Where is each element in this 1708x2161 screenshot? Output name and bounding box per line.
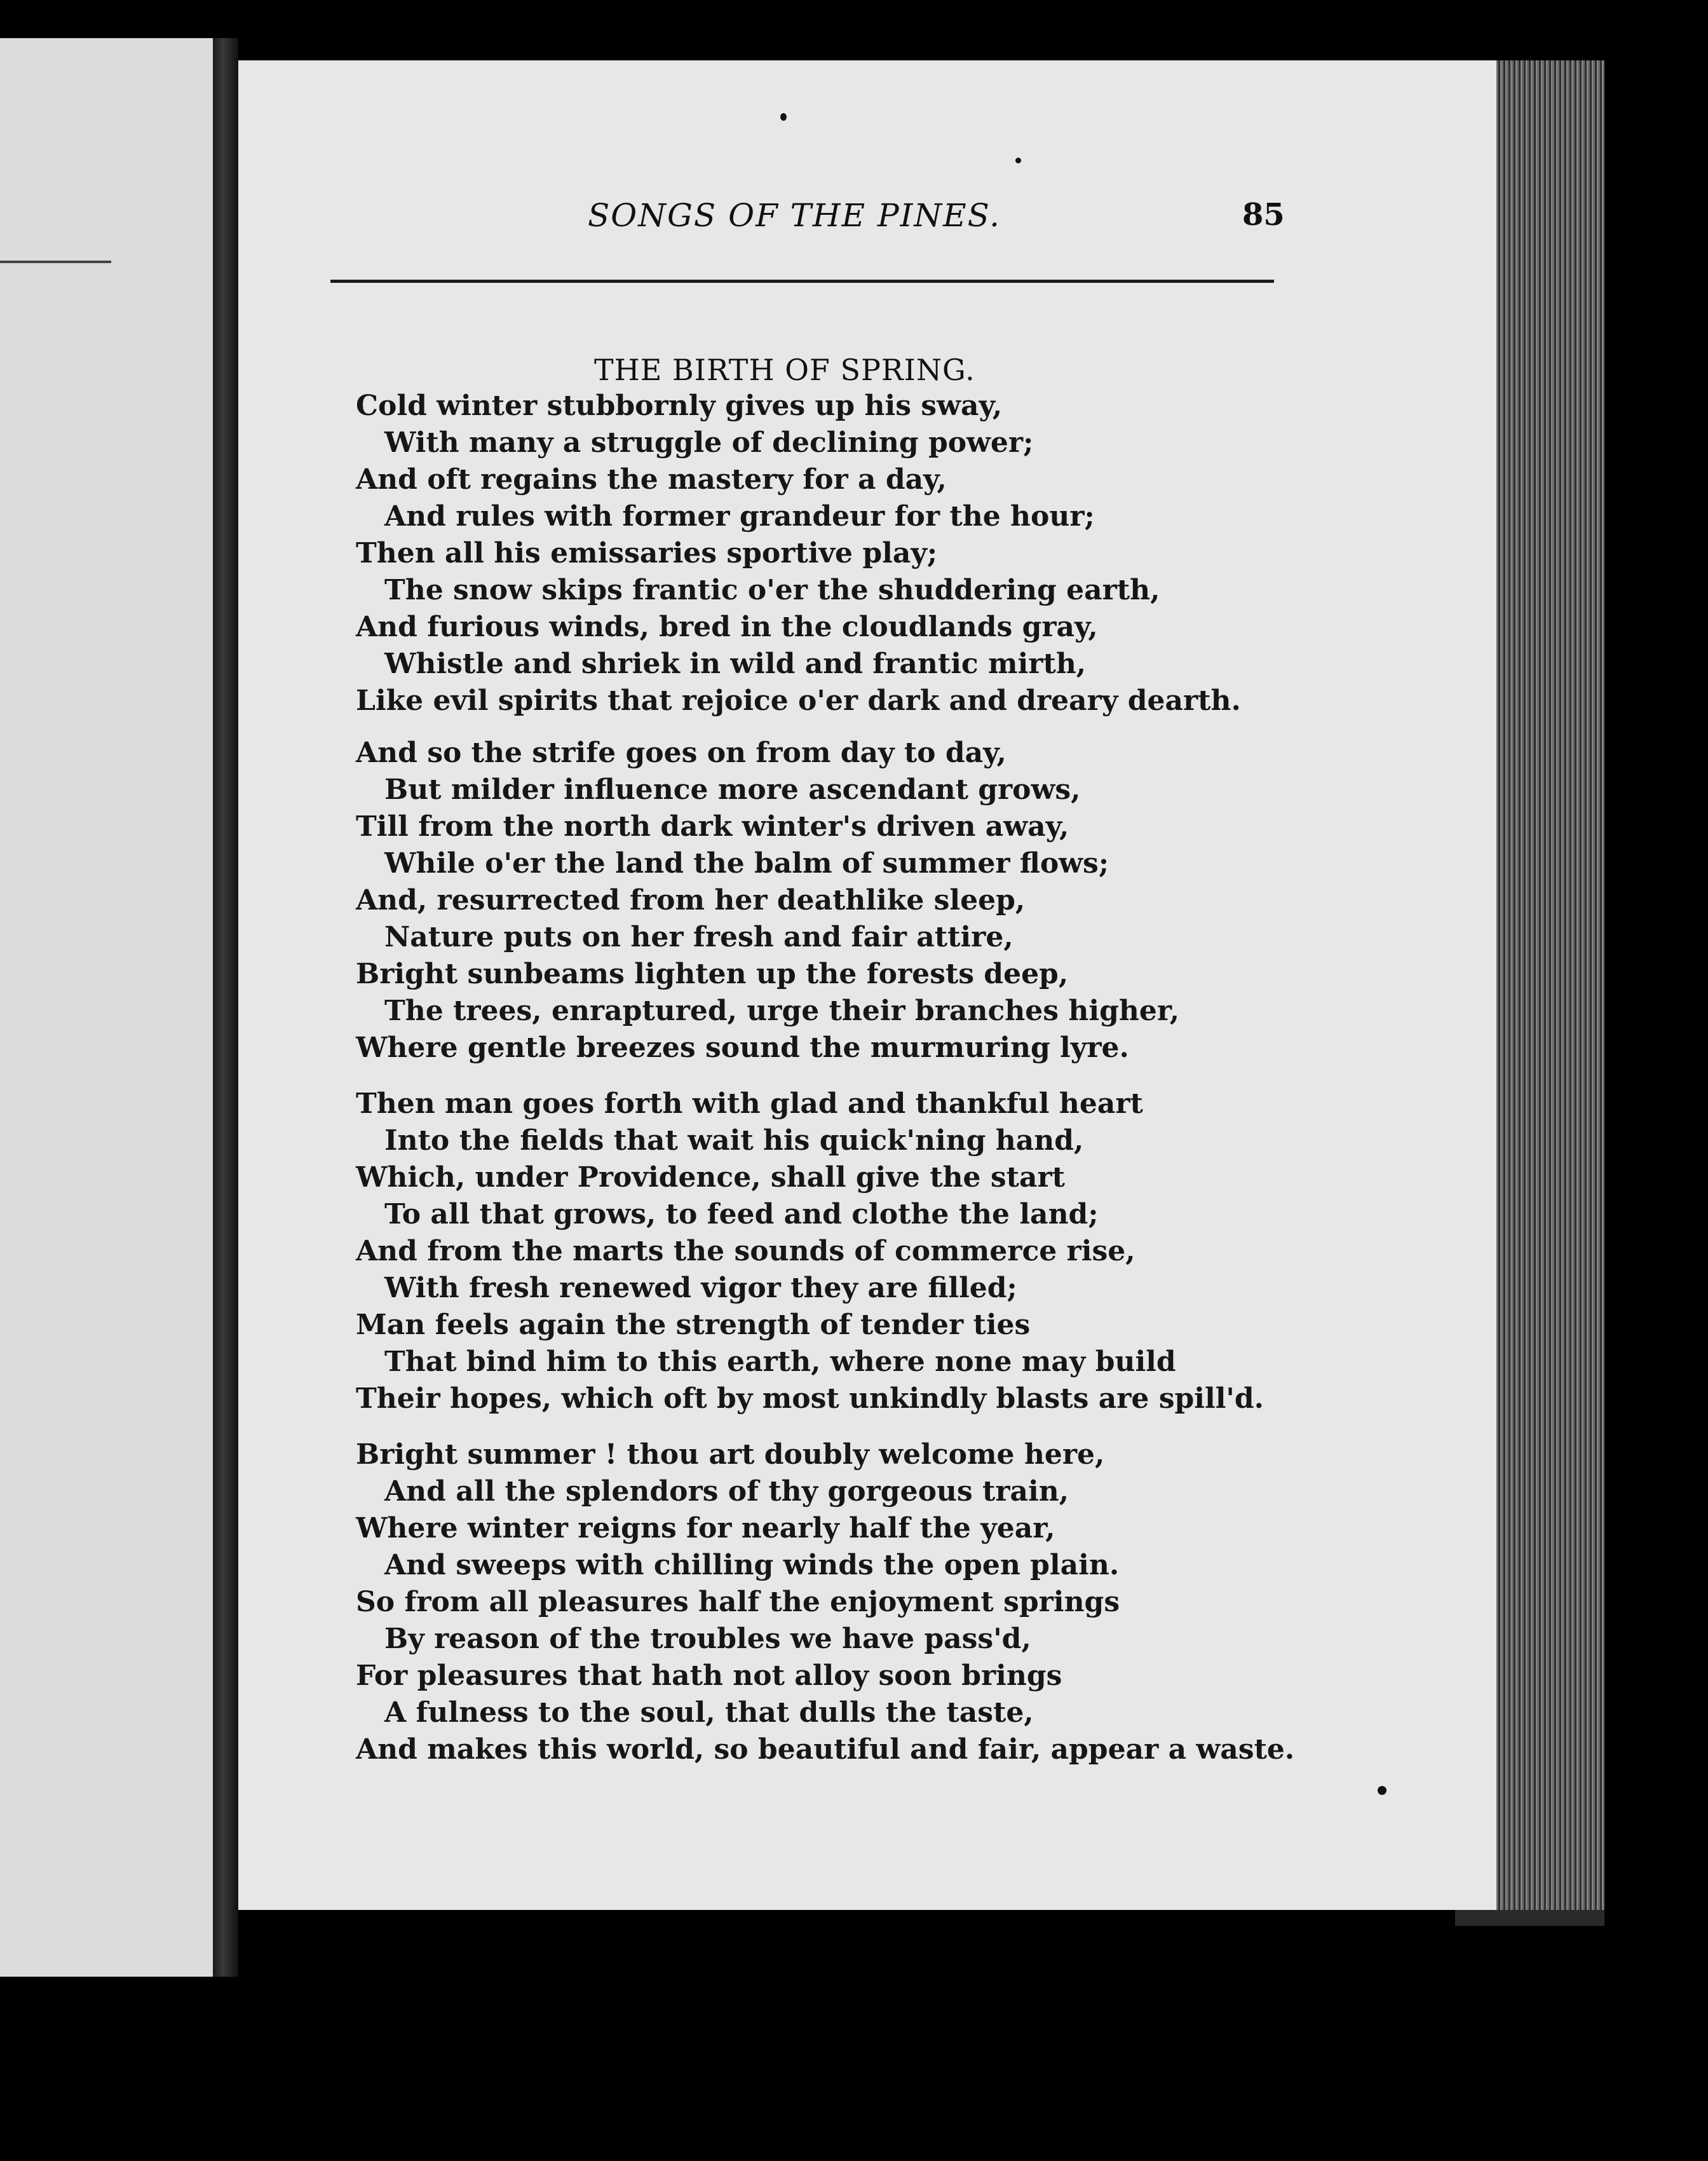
previous-page-edge [0,38,216,1977]
poem-line: And furious winds, bred in the cloudlands gray, [356,611,1098,643]
poem-line: And so the strife goes on from day to day, [356,737,1006,769]
poem-line: Which, under Providence, shall give the start [356,1161,1065,1194]
poem-line: And makes this world, so beautiful and fair, appear a waste. [356,1733,1295,1766]
ink-speck [1015,158,1021,163]
poem-line: And oft regains the mastery for a day, [356,463,947,496]
poem-line: Their hopes, which oft by most unkindly blasts are spill'd. [356,1382,1264,1415]
ink-speck [1378,1786,1386,1795]
header-rule [330,280,1274,283]
poem-line: Like evil spirits that rejoice o'er dark and dreary dearth. [356,685,1241,717]
poem-line: Bright sunbeams lighten up the forests deep, [356,958,1069,990]
poem-line: And sweeps with chilling winds the open plain. [384,1549,1120,1581]
poem-line: The trees, enraptured, urge their branches higher, [384,995,1180,1027]
poem-line: Then all his emissaries sportive play; [356,537,938,569]
poem-line: While o'er the land the balm of summer flows; [384,847,1109,880]
ink-speck [780,113,787,121]
poem-line: And, resurrected from her deathlike sleep, [356,884,1026,917]
poem-line: Cold winter stubbornly gives up his sway, [356,390,1003,422]
poem-line: Whistle and shriek in wild and frantic mirth, [384,648,1087,680]
poem-body [356,388,1295,1781]
poem-line: So from all pleasures half the enjoyment springs [356,1586,1120,1618]
page-number: 85 [1242,197,1285,233]
poem-line: Till from the north dark winter's driven away, [356,810,1069,843]
poem-line: Nature puts on her fresh and fair attire, [384,921,1013,953]
poem-title: THE BIRTH OF SPRING. [594,353,975,387]
poem-line: That bind him to this earth, where none may build [384,1346,1176,1378]
running-title: SONGS OF THE PINES. [588,197,1001,234]
poem-line: The snow skips frantic o'er the shuddering earth, [384,574,1160,606]
poem-stanza [356,388,1277,719]
poem-stanza [356,1086,1277,1417]
poem-stanza [356,735,1277,1067]
poem-line: Bright summer ! thou art doubly welcome here, [356,1438,1105,1471]
poem-line: Where gentle breezes sound the murmuring lyre. [356,1032,1129,1064]
previous-page-rule [0,261,111,263]
poem-line: And from the marts the sounds of commerce rise, [356,1235,1135,1267]
poem-line: Then man goes forth with glad and thankful heart [356,1087,1143,1120]
running-head [330,197,1284,254]
poem-line: With many a struggle of declining power; [384,426,1034,459]
poem-line: And all the splendors of thy gorgeous train, [384,1475,1069,1508]
poem-line: But milder influence more ascendant grows, [384,774,1081,806]
poem-line: Man feels again the strength of tender ties [356,1309,1031,1341]
poem-stanza [356,1436,1295,1768]
book-gutter [213,38,238,1977]
poem-line: By reason of the troubles we have pass'd, [384,1623,1031,1655]
poem-line: A fulness to the soul, that dulls the taste, [384,1696,1034,1729]
poem-line: Where winter reigns for nearly half the year, [356,1512,1055,1544]
page-block-edges [1496,60,1604,1910]
poem-line: And rules with former grandeur for the hour; [384,500,1095,533]
page-block-bottom [1455,1910,1604,1926]
poem-line: To all that grows, to feed and clothe the land; [384,1198,1099,1230]
poem-line: Into the fields that wait his quick'ning hand, [384,1124,1084,1157]
poem-line: For pleasures that hath not alloy soon brings [356,1660,1062,1692]
poem-line: With fresh renewed vigor they are filled; [384,1272,1017,1304]
